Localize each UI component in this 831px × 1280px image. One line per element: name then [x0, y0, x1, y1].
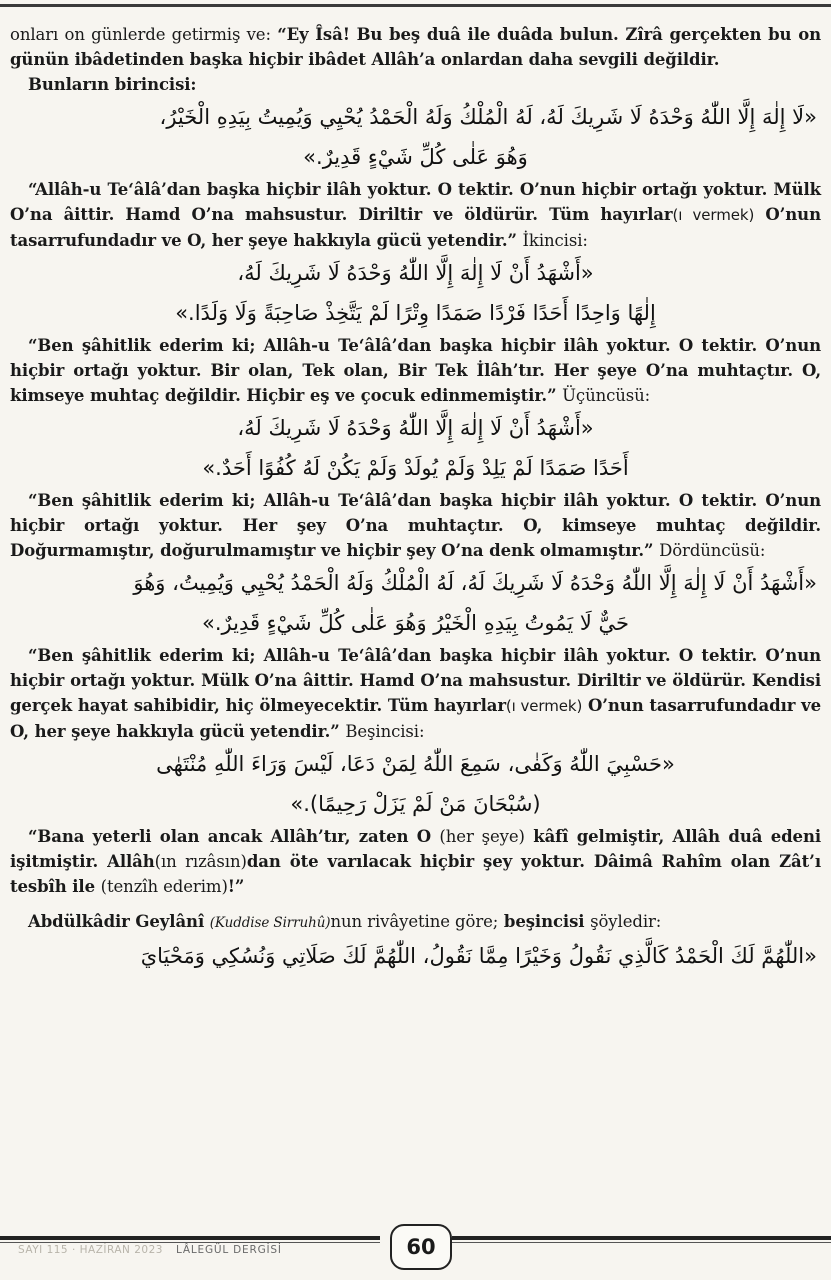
- page-footer: [0, 1222, 831, 1272]
- footer-rule-right-thin: [452, 1242, 831, 1243]
- turkish-paragraph: “Bana yeterli olan ancak Allâh’tır, zaten O (her şeye) kâfî gelmiştir, Allâh duâ edeni işitmiştir. Allâh(ın rızâsın)dan öte varılacak hiçbir şey yoktur. Dâimâ Rahîm olan Zât’ı tesbîh ile (tenzîh ederim)!”: [10, 827, 822, 896]
- arabic-line: أَحَدًا صَمَدًا لَمْ يَلِدْ وَلَمْ يُولَدْ وَلَمْ يَكُنْ لَهُ كُفُوًا أَحَدٌ.»: [202, 456, 629, 480]
- footer-rule-left-thin: [0, 1242, 380, 1243]
- turkish-paragraph: “Ben şâhitlik ederim ki; Allâh-u Te‘âlâ’dan başka hiçbir ilâh yoktur. O tektir. O’nun hiçbir ortağı yoktur. Mülk O’na âittir. Hamd O’na mahsustur. Diriltir ve öldürür. Kendisi gerçek hayat sahibidir, hiç ölmeyecektir. Tüm hayırlar(ı vermek) O’nun tasarrufundadır ve O, her şeye hakkıyla gücü yetendir.” Beşincisi:: [10, 646, 821, 741]
- arabic-line: «أَشْهَدُ أَنْ لَا إِلٰهَ إِلَّا اللّٰهُ وَحْدَهُ لَا شَرِيكَ لَهُ،: [237, 261, 594, 285]
- turkish-paragraph: “Ben şâhitlik ederim ki; Allâh-u Te‘âlâ’dan başka hiçbir ilâh yoktur. O tektir. O’nun hiçbir ortağı yoktur. Her şey O’na muhtaçtır. O, kimseye muhtaç değildir. Doğurmamıştır, doğurulmamıştır ve hiçbir şey O’na denk olmamıştır.” Dördüncüsü:: [10, 491, 821, 560]
- footer-rule-left: [0, 1236, 380, 1240]
- turkish-paragraph: Abdülkâdir Geylânî (Kuddise Sirruhû)nun rivâyetine göre; beşincisi şöyledir:: [28, 912, 662, 931]
- issue-info: SAYI 115 · HAZİRAN 2023: [18, 1244, 163, 1256]
- arabic-line: «اللّٰهُمَّ لَكَ الْحَمْدُ كَالَّذِي نَقُولُ وَخَيْرًا مِمَّا نَقُولُ، اللّٰهُمَّ لَكَ صَلَاتِي وَنُسُكِي وَمَحْيَايَ: [140, 944, 817, 968]
- arabic-line: وَهُوَ عَلٰى كُلِّ شَيْءٍ قَدِيرٌ.»: [303, 145, 528, 169]
- spacer: [10, 899, 821, 909]
- arabic-line: «حَسْبِيَ اللّٰهُ وَكَفٰى، سَمِعَ اللّٰهُ لِمَنْ دَعَا، لَيْسَ وَرَاءَ اللّٰهِ مُنْتَهٰى: [156, 752, 675, 776]
- turkish-paragraph: “Ben şâhitlik ederim ki; Allâh-u Te‘âlâ’dan başka hiçbir ilâh yoktur. O tektir. O’nun hiçbir ortağı yoktur. Bir olan, Tek olan, Bir Tek İlâh’tır. Her şeye O’na muhtaçtır. O, kimseye muhtaç değildir. Hiçbir eş ve çocuk edinmemiştir.” Üçüncüsü:: [10, 336, 821, 405]
- page-number: 60: [390, 1224, 452, 1270]
- arabic-line: «أَشْهَدُ أَنْ لَا إِلٰهَ إِلَّا اللّٰهُ وَحْدَهُ لَا شَرِيكَ لَهُ،: [237, 416, 594, 440]
- turkish-paragraph: “Allâh-u Te‘âlâ’dan başka hiçbir ilâh yoktur. O tektir. O’nun hiçbir ortağı yoktur. Mülk O’na âittir. Hamd O’na mahsustur. Diriltir ve öldürür. Tüm hayırlar(ı vermek) O’nun tasarrufundadır ve O, her şeye hakkıyla gücü yetendir.” İkincisi:: [10, 180, 821, 250]
- top-rule: [0, 4, 831, 7]
- magazine-name: LÂLEGÜL DERGİSİ: [176, 1244, 282, 1256]
- arabic-line: (سُبْحَانَ مَنْ لَمْ يَزَلْ رَحِيمًا).»: [290, 792, 541, 816]
- arabic-line: حَيٌّ لَا يَمُوتُ بِيَدِهِ الْخَيْرُ وَهُوَ عَلٰى كُلِّ شَيْءٍ قَدِيرٌ.»: [201, 611, 629, 635]
- turkish-paragraph: Bunların birincisi:: [28, 75, 197, 94]
- arabic-line: إِلٰهًا وَاحِدًا أَحَدًا فَرْدًا صَمَدًا وِتْرًا لَمْ يَتَّخِذْ صَاحِبَةً وَلَا وَلَدًا.»: [175, 301, 656, 325]
- footer-rule-right: [452, 1236, 831, 1240]
- arabic-line: «لَا إِلٰهَ إِلَّا اللّٰهُ وَحْدَهُ لَا شَرِيكَ لَهُ، لَهُ الْمُلْكُ وَلَهُ الْحَمْدُ يُحْيِي وَيُمِيتُ بِيَدِهِ الْخَيْرُ،: [159, 105, 817, 129]
- page-body: [10, 22, 821, 976]
- arabic-line: «أَشْهَدُ أَنْ لَا إِلٰهَ إِلَّا اللّٰهُ وَحْدَهُ لَا شَرِيكَ لَهُ، لَهُ الْمُلْكُ وَلَهُ الْحَمْدُ يُحْيِي وَيُمِيتُ، وَهُوَ: [133, 571, 817, 595]
- turkish-paragraph: onları on günlerde getirmiş ve: “Ey Îsâ! Bu beş duâ ile duâda bulun. Zîrâ gerçekten bu on günün ibâdetinden başka hiçbir ibâdet Allâh’a onlardan daha sevgili değildir.: [10, 25, 822, 69]
